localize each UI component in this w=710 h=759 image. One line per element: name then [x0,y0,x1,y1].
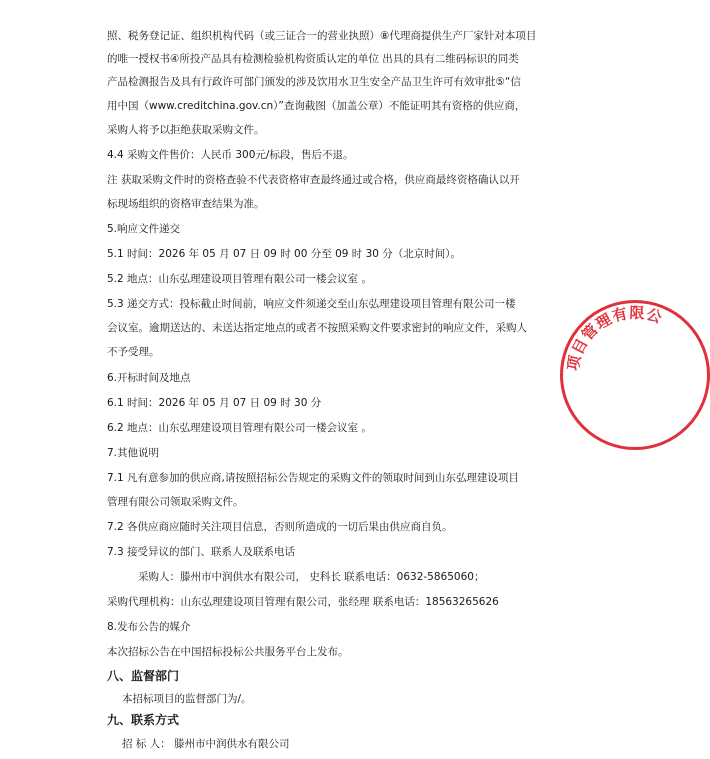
item-6-1: 6.1 时间：2026 年 05 月 07 日 09 时 30 分 [107,397,322,409]
agency-contact: 采购代理机构：山东弘理建设项目管理有限公司，张经理 联系电话：18563265626 [107,596,499,608]
seal-svg [560,300,710,450]
item-5-1: 5.1 时间：2026 年 05 月 07 日 09 时 00 分至 09 时 30 分（北京时间）。 [107,248,462,260]
section-6-title: 6.开标时间及地点 [107,372,191,384]
item-5-3-line-2: 会议室。逾期送达的、未送达指定地点的或者不按照采购文件要求密封的响应文件，采购人 [107,322,527,334]
purchaser-contact: 采购人：滕州市中润供水有限公司， 史科长 联系电话：0632-5865060； [138,571,485,583]
item-5-3-line-3: 不予受理。 [107,346,160,358]
section-7-title: 7.其他说明 [107,447,160,459]
item-7-3: 7.3 接受异议的部门、联系人及联系电话 [107,546,296,558]
block-top-line-3: 产品检测报告及具有行政许可部门颁发的涉及饮用水卫生安全产品卫生许可有效审批⑤“信 [107,76,521,88]
item-5-2: 5.2 地点：山东弘理建设项目管理有限公司一楼会议室 。 [107,273,372,285]
block-top-line-1: 照、税务登记证、组织机构代码（或三证合一的营业执照）⑧代理商提供生产厂家针对本项目 [107,30,537,42]
block-top-line-2: 的唯一授权书④所投产品具有检测检验机构资质认定的单位 出具的具有二维码标识的同类 [107,53,519,65]
item-6-2: 6.2 地点：山东弘理建设项目管理有限公司一楼会议室 。 [107,422,372,434]
note-line-2: 标现场组织的资格审查结果为准。 [107,198,265,210]
supervise-line: 本招标项目的监督部门为/。 [122,693,252,705]
item-7-1-line-1: 7.1 凡有意参加的供应商,请按照招标公告规定的采购文件的领取时间到山东弘理建设项目 [107,472,519,484]
block-top-line-5: 采购人将予以拒绝获取采购文件。 [107,124,265,136]
item-4-4: 4.4 采购文件售价：人民币 300元/标段，售后不退。 [107,149,354,161]
block-top-line-4: 用中国（www.creditchina.gov.cn）”查询截图（加盖公章）不能证明其有资格的供应商， [107,100,526,112]
item-7-1-line-2: 管理有限公司领取采购文件。 [107,496,244,508]
note-line-1: 注 获取采购文件时的资格查验不代表资格审查最终通过或合格，供应商最终资格确认以开 [107,174,520,186]
media-line: 本次招标公告在中国招标投标公共服务平台上发布。 [107,646,349,658]
company-seal [560,300,710,450]
section-ba-heading: 八、监督部门 [107,669,180,683]
tenderer-line: 招 标 人： 滕州市中润供水有限公司 [122,738,290,750]
section-5-title: 5.响应文件递交 [107,223,181,235]
seal-text: 项目管理有限公 [563,303,665,373]
section-8-title: 8.发布公告的媒介 [107,621,191,633]
section-jiu-heading: 九、联系方式 [107,713,180,727]
item-7-2: 7.2 各供应商应随时关注项目信息，否则所造成的一切后果由供应商自负。 [107,521,453,533]
item-5-3-line-1: 5.3 递交方式：投标截止时间前，响应文件须递交至山东弘理建设项目管理有限公司一楼 [107,298,516,310]
svg-text:项目管理有限公 [564,304,665,372]
